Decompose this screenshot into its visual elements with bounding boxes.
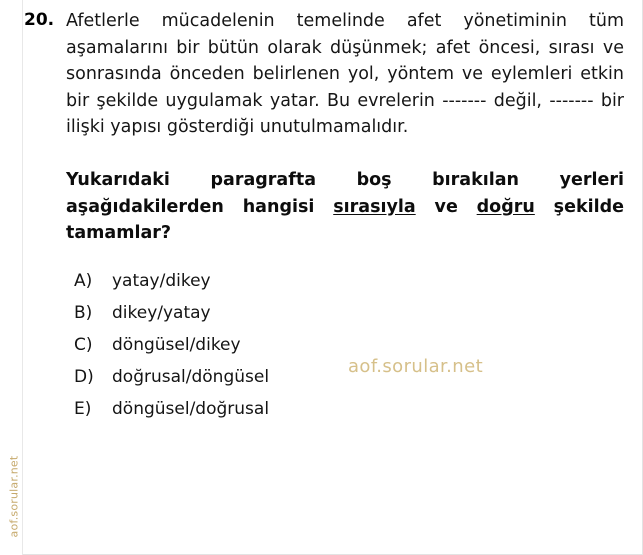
option-b-letter: B) xyxy=(74,302,93,323)
side-watermark: aof.sorular.net xyxy=(7,455,21,538)
question-content xyxy=(66,8,624,433)
question-stem: Afetlerle mücadelenin temelinde afet yönetiminin tüm aşamalarını bir bütün olarak düşünmek; afet öncesi, sırası ve sonrasında önceden belirlenen yol, yöntem ve eylemleri etkin bir şekilde uygulamak yatar. Bu evrelerin ------- değil, ------- bir ilişki yapısı gösterdiği unutulmamalıdır. xyxy=(66,11,624,138)
prompt-part-3: şekilde tamamlar? xyxy=(66,196,624,244)
option-e-text: döngüsel/doğrusal xyxy=(112,398,270,419)
prompt-underline-siraiyla: sırasıyla xyxy=(333,196,416,217)
question-number: 20. xyxy=(24,10,55,30)
option-a-letter: A) xyxy=(74,270,93,291)
prompt-part-1: Yukarıdaki paragrafta boş bırakılan yerleri aşağıdakilerden hangisi xyxy=(66,169,624,217)
options-list xyxy=(74,270,624,419)
option-c[interactable] xyxy=(74,334,624,355)
option-a[interactable] xyxy=(74,270,624,291)
option-d-letter: D) xyxy=(74,366,94,387)
prompt-underline-dogru: doğru xyxy=(476,196,535,217)
prompt-part-2: ve xyxy=(415,196,477,217)
question-prompt xyxy=(66,167,624,247)
option-a-text: yatay/dikey xyxy=(112,270,211,291)
left-rail xyxy=(0,0,23,555)
option-c-text: döngüsel/dikey xyxy=(112,334,241,355)
option-e-letter: E) xyxy=(74,398,92,419)
center-watermark: aof.sorular.net xyxy=(348,356,484,377)
option-d-text: doğrusal/döngüsel xyxy=(112,366,270,387)
option-e[interactable] xyxy=(74,398,624,419)
option-b-text: dikey/yatay xyxy=(112,302,211,323)
option-b[interactable] xyxy=(74,302,624,323)
option-c-letter: C) xyxy=(74,334,93,355)
